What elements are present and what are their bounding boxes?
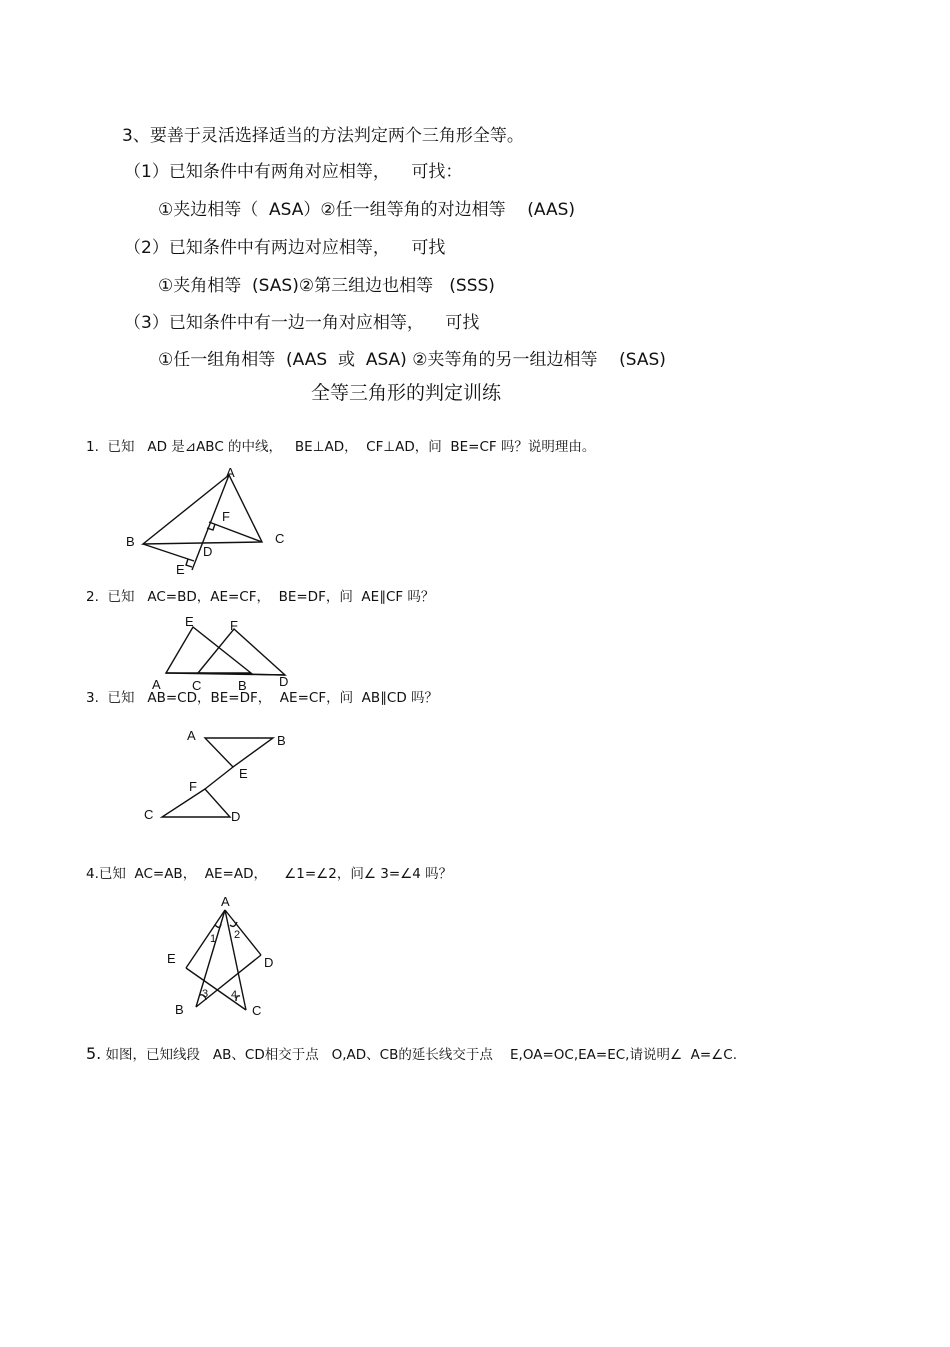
fig1-label-a: A	[226, 465, 235, 480]
fig4-label-c: C	[252, 1003, 262, 1018]
fig1-triangle-abc	[143, 475, 262, 544]
fig1-segment-be	[143, 544, 194, 561]
fig2-triangle-aeb	[166, 627, 251, 673]
fig1-label-c: C	[275, 531, 285, 546]
fig4-label-4: 4	[231, 989, 238, 1001]
fig4-label-b: B	[175, 1002, 184, 1017]
fig2-label-f: F	[230, 618, 238, 633]
figure-3	[144, 728, 286, 824]
condition-2: （2）已知条件中有两边对应相等， 可找	[124, 238, 446, 258]
condition-1: （1）已知条件中有两角对应相等， 可找：	[124, 162, 463, 182]
condition-1-options: ①夹边相等（ ASA）②任一组等角的对边相等 (AAS)	[158, 200, 576, 220]
fig4-label-2: 2	[234, 929, 241, 941]
problem-1-text: 1. 已知 AD 是⊿ABC 的中线， BE⊥AD， CF⊥AD，问 BE=CF 吗？说明理由。	[86, 439, 596, 455]
fig4-label-3: 3	[202, 988, 209, 1000]
fig4-angle-2-arc	[230, 922, 237, 926]
fig3-label-c: C	[144, 807, 154, 822]
fig3-label-d: D	[231, 809, 241, 824]
fig2-triangle-cfd	[198, 629, 285, 675]
fig1-label-f: F	[222, 509, 230, 524]
figure-2	[152, 614, 288, 693]
fig2-label-d: D	[279, 674, 289, 689]
summary-heading: 3、要善于灵活选择适当的方法判定两个三角形全等。	[122, 126, 524, 146]
condition-3-options: ①任一组角相等 (AAS 或 ASA) ②夹等角的另一组边相等 (SAS)	[158, 350, 666, 370]
fig4-label-e: E	[167, 951, 176, 966]
problem-5-body: 如图，已知线段 AB、CD相交于点 O,AD、CB的延长线交于点 E,OA=OC,EA=EC,请说明∠ A=∠C.	[101, 1047, 737, 1063]
condition-3: （3）已知条件中有一边一角对应相等， 可找	[124, 313, 480, 333]
fig4-label-1: 1	[210, 933, 217, 945]
fig3-triangle-abe	[205, 738, 273, 767]
fig3-label-e: E	[239, 766, 248, 781]
figure-1	[126, 465, 284, 577]
problem-3-text: 3. 已知 AB=CD，BE=DF， AE=CF，问 AB∥CD 吗？	[86, 690, 439, 706]
fig1-label-e: E	[176, 562, 185, 577]
problem-4-text: 4.已知 AC=AB， AE=AD， ∠1=∠2，问∠ 3=∠4 吗？	[86, 866, 453, 882]
fig2-label-c: C	[192, 678, 202, 693]
problem-5-number: 5.	[86, 1044, 102, 1063]
fig2-label-a: A	[152, 677, 161, 692]
problem-2-text: 2. 已知 AC=BD，AE=CF， BE=DF，问 AE∥CF 吗？	[86, 589, 435, 605]
fig4-label-d: D	[264, 955, 274, 970]
section-title: 全等三角形的判定训练	[311, 382, 502, 404]
fig1-label-b: B	[126, 534, 135, 549]
fig3-segment-ef	[205, 767, 233, 789]
fig2-base-line	[166, 673, 285, 675]
fig3-label-a: A	[187, 728, 196, 743]
fig2-label-e: E	[185, 614, 194, 629]
fig3-label-f: F	[189, 779, 197, 794]
figure-4	[167, 894, 273, 1018]
fig2-label-b: B	[238, 678, 247, 693]
fig1-label-d: D	[203, 544, 213, 559]
condition-2-options: ①夹角相等 (SAS)②第三组边也相等 (SSS)	[158, 276, 495, 296]
fig4-label-a: A	[221, 894, 230, 909]
fig3-label-b: B	[277, 733, 286, 748]
fig4-segment-ae	[186, 910, 225, 968]
